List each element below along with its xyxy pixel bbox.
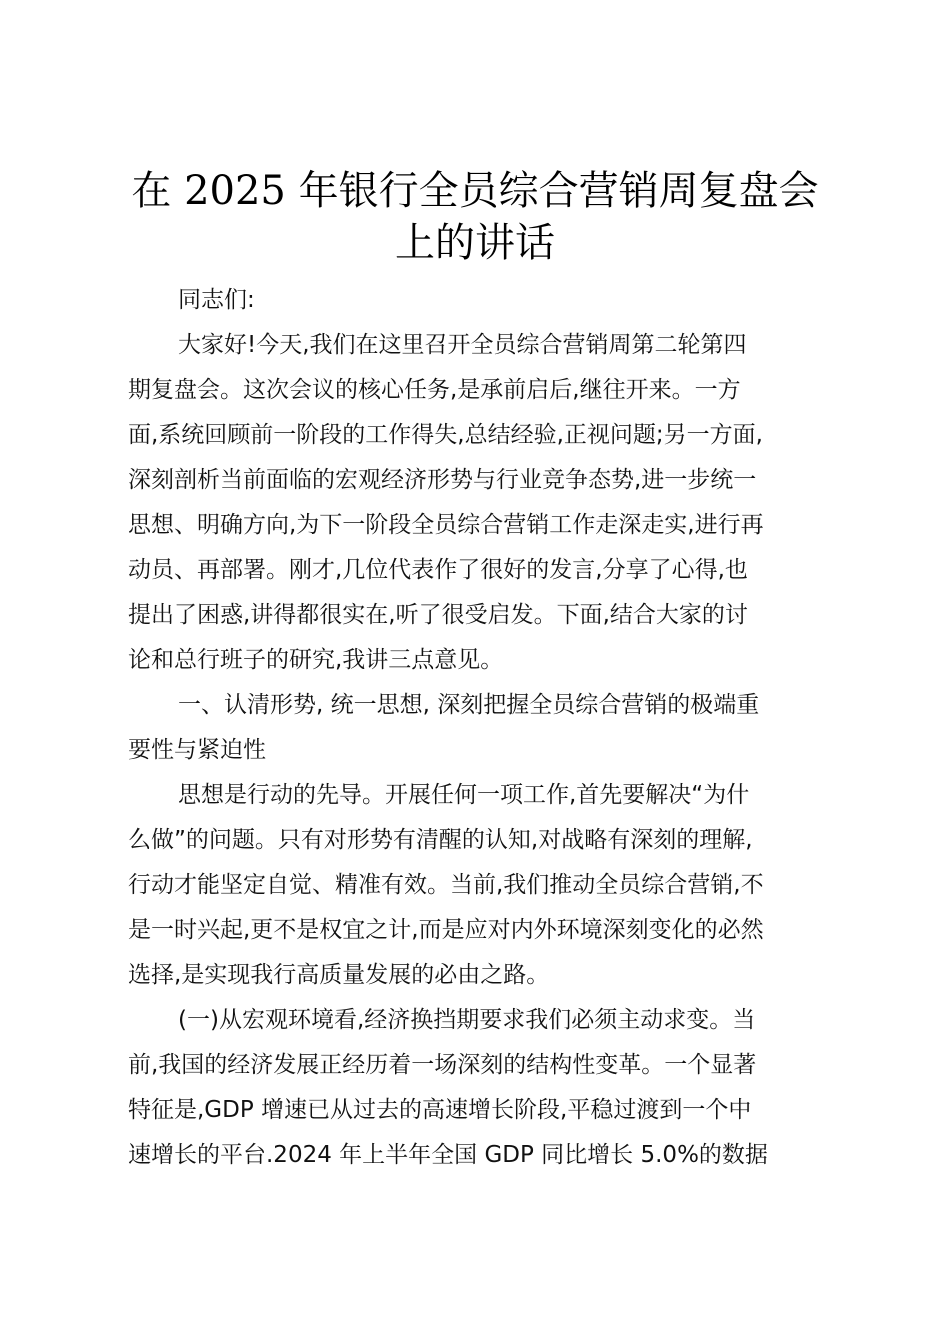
title-line: 上的讲话: [395, 220, 555, 266]
text-line: 选择,是实现我行高质量发展的必由之路。: [128, 962, 550, 988]
text-line: 论和总行班子的研究,我讲三点意见。: [128, 647, 504, 673]
text-line: 思想、明确方向,为下一阶段全员综合营销工作走深走实,进行再: [128, 512, 764, 538]
text-line: 提出了困惑,讲得都很实在,听了很受启发。下面,结合大家的讨: [128, 602, 748, 628]
text-line: 动员、再部署。刚才,几位代表作了很好的发言,分享了心得,也: [128, 557, 748, 583]
text-line: 大家好!今天,我们在这里召开全员综合营销周第二轮第四: [178, 332, 747, 358]
text-line: 特征是,GDP 增速已从过去的高速增长阶段,平稳过渡到一个中: [128, 1097, 752, 1123]
text-line: 是一时兴起,更不是权宜之计,而是应对内外环境深刻变化的必然: [128, 917, 764, 943]
text-line: 面,系统回顾前一阶段的工作得失,总结经验,正视问题;另一方面,: [128, 422, 763, 448]
paragraph-macro: [128, 998, 834, 1178]
title-line: 在 2025 年银行全员综合营销周复盘会: [131, 168, 819, 214]
text-line: 么做”的问题。只有对形势有清醒的认知,对战略有深刻的理解,: [128, 827, 753, 853]
salutation: 同志们:: [178, 287, 255, 313]
text-line: (一)从宏观环境看,经济换挡期要求我们必须主动求变。当: [178, 1007, 756, 1033]
text-line: 前,我国的经济发展正经历着一场深刻的结构性变革。一个显著: [128, 1052, 757, 1078]
document-body: [128, 278, 834, 1178]
text-line: 深刻剖析当前面临的宏观经济形势与行业竞争态势,进一步统一: [128, 467, 757, 493]
text-line: 速增长的平台.2024 年上半年全国 GDP 同比增长 5.0%的数据: [128, 1142, 768, 1168]
document-title: [100, 165, 850, 269]
text-line: 行动才能坚定自觉、精准有效。当前,我们推动全员综合营销,不: [128, 872, 764, 898]
paragraph-thought: [128, 773, 834, 998]
heading-line: 要性与紧迫性: [128, 737, 266, 763]
section-heading-1: [128, 683, 834, 773]
heading-line: 一、认清形势, 统一思想, 深刻把握全员综合营销的极端重: [178, 692, 760, 718]
text-line: 思想是行动的先导。开展任何一项工作,首先要解决“为什: [178, 782, 750, 808]
paragraph-opening: [128, 323, 834, 683]
text-line: 期复盘会。这次会议的核心任务,是承前启后,继往开来。一方: [128, 377, 741, 403]
